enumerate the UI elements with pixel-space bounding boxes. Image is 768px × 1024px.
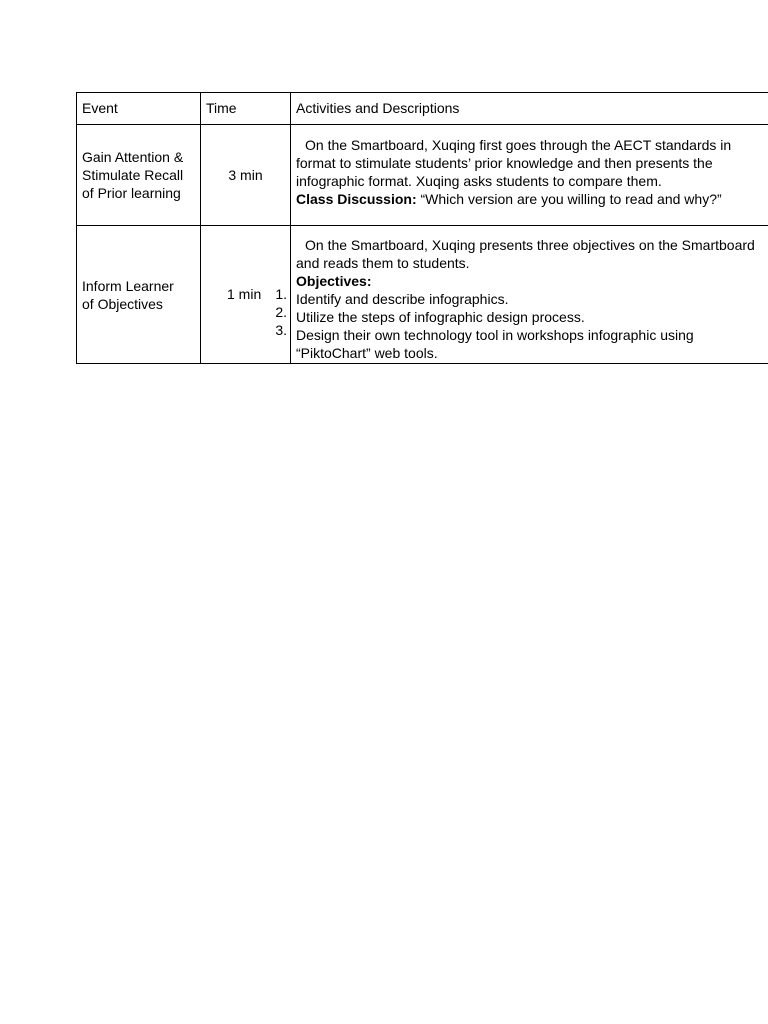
discussion-label: Class Discussion: xyxy=(296,191,417,207)
header-time: Time xyxy=(206,100,237,116)
time-value: 3 min xyxy=(228,167,263,183)
objective-number: 2. xyxy=(275,304,287,320)
header-activities: Activities and Descriptions xyxy=(296,100,460,116)
objective-line: “PiktoChart” web tools. xyxy=(296,345,438,361)
time-cell xyxy=(201,226,291,364)
event-line: Inform Learner xyxy=(82,277,174,294)
table-row xyxy=(77,226,768,364)
event-line: of Objectives xyxy=(82,295,163,312)
lesson-plan-table xyxy=(76,92,768,364)
activities-cell xyxy=(291,125,768,226)
event-line: of Prior learning xyxy=(82,185,181,201)
objectives-label: Objectives: xyxy=(296,273,372,289)
activity-line: On the Smartboard, Xuqing presents three objectives on the Smartboard xyxy=(305,237,755,253)
activities-cell xyxy=(291,226,768,364)
objective-numbers xyxy=(275,285,287,339)
objective-number: 3. xyxy=(275,322,287,338)
activity-line: format to stimulate students’ prior knowledge and then presents the xyxy=(296,155,713,171)
activity-line: On the Smartboard, Xuqing first goes through the AECT standards in xyxy=(305,137,732,153)
header-activities-cell xyxy=(291,93,768,125)
table-header-row xyxy=(77,93,768,125)
header-event: Event xyxy=(82,100,118,116)
event-line: Gain Attention & xyxy=(82,149,184,165)
objective-line: Identify and describe infographics. xyxy=(296,291,509,307)
objective-number: 1. xyxy=(275,286,287,302)
time-value: 1 min xyxy=(227,286,262,302)
event-line: Stimulate Recall xyxy=(82,167,184,183)
activity-line: and reads them to students. xyxy=(296,255,470,271)
event-text xyxy=(77,148,200,202)
header-time-cell xyxy=(201,93,291,125)
objective-line: Utilize the steps of infographic design process. xyxy=(296,309,585,325)
event-cell xyxy=(77,226,201,364)
discussion-line xyxy=(296,190,768,208)
activities-text xyxy=(291,125,768,208)
activities-text xyxy=(291,226,768,362)
event-cell xyxy=(77,125,201,226)
activity-line: infographic format. Xuqing asks students to compare them. xyxy=(296,173,662,189)
time-cell xyxy=(201,125,291,226)
event-text xyxy=(77,277,200,313)
discussion-text: “Which version are you willing to read and why?” xyxy=(416,191,722,207)
header-event-cell xyxy=(77,93,201,125)
objective-line: Design their own technology tool in workshops infographic using xyxy=(296,327,694,343)
table-row xyxy=(77,125,768,226)
